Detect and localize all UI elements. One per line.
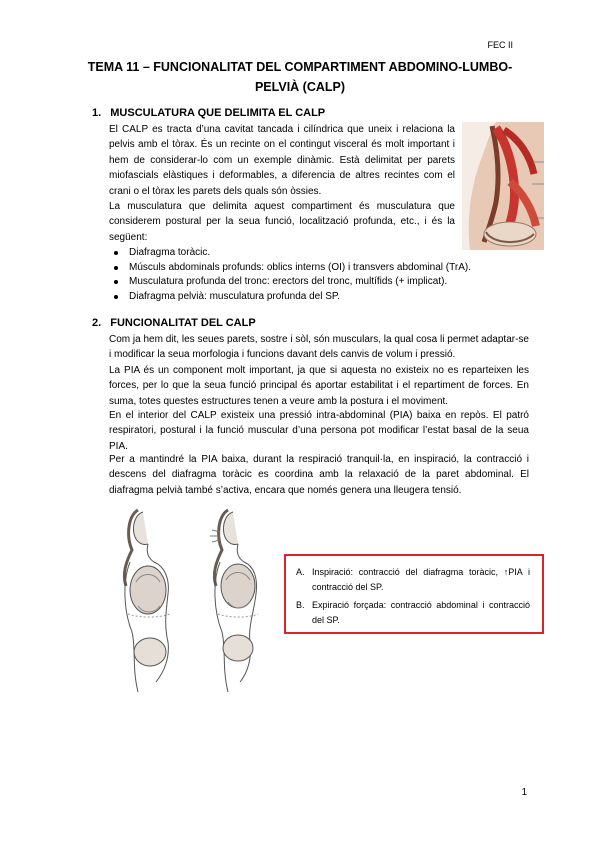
- section-1-title: MUSCULATURA QUE DELIMITA EL CALP: [110, 107, 326, 119]
- title-line-2: PELVIÀ (CALP): [254, 80, 346, 94]
- bullet-item: Diafragma toràcic.: [109, 246, 529, 261]
- legend-list: [296, 565, 530, 627]
- document-title: [70, 57, 530, 97]
- legend-text-b: Expiració forçada: contracció abdominal i contracció del SP.: [312, 600, 530, 625]
- legend-box: [284, 554, 544, 634]
- legend-item-b: [296, 598, 530, 627]
- section-2-title: FUNCIONALITAT DEL CALP: [110, 317, 256, 329]
- course-header: FEC II: [487, 40, 513, 50]
- calp-muscles-illustration: [462, 122, 544, 250]
- figure-forced-expiration: [210, 510, 258, 692]
- title-line-1: TEMA 11 – FUNCIONALITAT DEL COMPARTIMENT ABDOMINO-LUMBO-: [87, 60, 513, 74]
- section-2-number: 2.: [92, 317, 102, 329]
- section-2-paragraph-2: La PIA és un component molt important, ja que si aquesta no existeix no es reparteixen les forces, per lo que la seua funció principal és aportar estabilitat i el repartiment de forces. En suma, totes questes estructures tenen a veure amb la postura i el moviment.: [109, 365, 529, 407]
- section-1-paragraph-2: La musculatura que delimita aquest compartiment és musculatura que considerem postural per la seua funció, localització profunda, etc., i és la següent:: [109, 201, 455, 243]
- bullet-item: Musculatura profunda del tronc: erectors del tronc, multífids (+ implicat).: [109, 275, 529, 290]
- section-2-paragraph-3: En el interior del CALP existeix una pressió intra-abdominal (PIA) baixa en repòs. El patró respiratori, postural i la funció muscular d’una persona pot modificar l’estat basal de la seua PIA.: [109, 410, 529, 452]
- section-2-paragraph-4: Per a mantindré la PIA baixa, durant la respiració tranquil·la, en inspiració, la contracció i descens del diafragma toràcic es coordina amb la relaxació de la paret abdominal. El diafragma pelvià també s’activa, encara que només genera una lleugera tensió.: [109, 454, 529, 496]
- legend-marker-a: A.: [296, 567, 305, 577]
- section-1-paragraph-1: El CALP es tracta d’una cavitat tancada i cilíndrica que uneix i relaciona la pelvis amb el tòrax. És un recinte on el contingut visceral és molt important i hem de considerar-lo com un exemple dinàmic. Està delimitat per parets miofascials elàstiques i deformables, a diferencia de altres recintes com el crani o el tòrax les parets dels quals són òssies.: [109, 124, 455, 197]
- figure-inspiration: [124, 510, 170, 692]
- page-number: 1: [521, 787, 527, 798]
- legend-item-a: [296, 565, 530, 594]
- section-2-heading: [92, 317, 256, 329]
- section-1-heading: [92, 107, 325, 119]
- section-2-paragraph-1: Com ja hem dit, les seues parets, sostre i sòl, són musculars, la qual cosa li permet adaptar-se i modificar la seua morfologia i funcions davant dels canvis de volum i pressió.: [109, 334, 529, 361]
- bullet-item: Músculs abdominals profunds: oblics interns (OI) i transvers abdominal (TrA).: [109, 261, 529, 276]
- legend-text-a: Inspiració: contracció del diafragma toràcic, ↑PIA i contracció del SP.: [312, 567, 530, 592]
- section-1-bullet-list: [109, 246, 529, 304]
- legend-marker-b: B.: [296, 600, 305, 610]
- section-1-number: 1.: [92, 107, 102, 119]
- breathing-illustration: [108, 502, 278, 702]
- bullet-item: Diafragma pelvià: musculatura profunda del SP.: [109, 290, 529, 305]
